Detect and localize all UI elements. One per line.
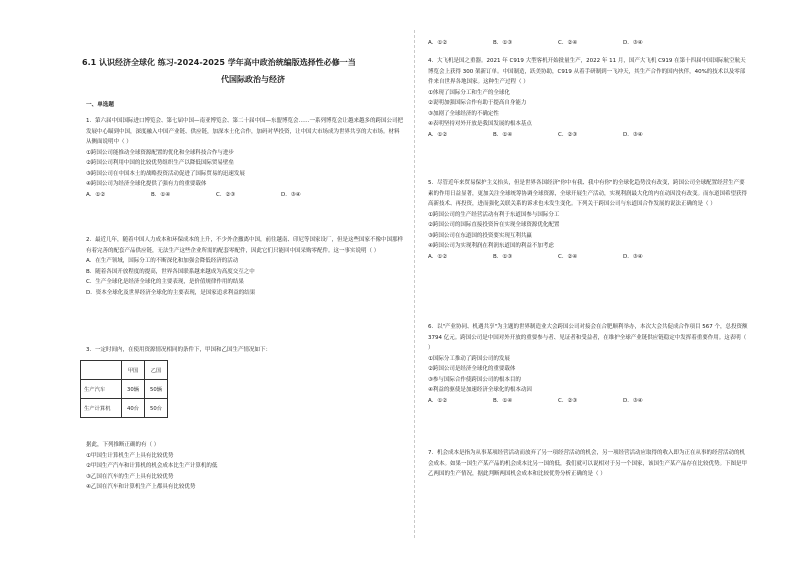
question-6-option: ②跨国公司是经济全球化的重要载体	[428, 366, 516, 372]
question-3-option: ①甲国生计算机生产上具有比较优势	[86, 452, 174, 459]
choice-a: A．①②	[86, 191, 106, 198]
table-cell: 40台	[122, 399, 145, 418]
choice-b: B．①④	[493, 131, 513, 138]
question-2-option: D．资本全球化及世界经济全球化的主要表现，是国家追求利益的结果	[86, 289, 256, 296]
question-3-stem: 3．一定时间内，在使用资源情况相同的条件下，甲国和乙国生产情况如下：	[86, 347, 272, 353]
question-4-option: ③加剧了全球经济的不确定性	[428, 110, 499, 117]
question-1-stem: 1．第六届中国国际进口博览会、第七届中国—南亚博览会、第二十届中国—东盟博览会……一系列博览会让越来越多的跨国公司把发展中心瞄到中国，深度融入中国产业链、供应链，加深本土化合作，加码对华投资，让中国大市场成为世界共享的大市场。材料从侧面说明中（ ）	[86, 118, 404, 145]
question-4-option: ①体现了国际分工和生产的全球化	[428, 89, 510, 96]
choice-b: B．①③	[493, 40, 513, 46]
table-row	[81, 399, 168, 418]
choice-c: C．②④	[558, 253, 578, 260]
question-6-option: ③参与国际合作使跨国公司的根本目的	[428, 376, 521, 383]
production-table	[80, 360, 168, 418]
choice-a: A．①②	[428, 253, 448, 260]
choice-a: A．①②	[428, 40, 448, 46]
question-6-choices	[428, 396, 688, 407]
question-4-option: ②说明加强国际合作有助于提高自身能力	[428, 100, 527, 106]
table-cell: 生产计算机	[81, 399, 122, 418]
table-cell: 生产汽车	[81, 380, 122, 399]
question-2-stem: 2．最近几年，随着中国人力成本和环保成本的上升，不少外企撤离中国，前往越南、印尼等国家设厂，但是这些国家不像中国那样有着完善的配套产品供应链，无法生产这些企业所需的配套零配件，因此它们只能回中国采购零配件。这一事实说明（ ）	[86, 237, 404, 254]
question-4	[428, 56, 748, 140]
choice-b: B．①③	[493, 253, 513, 260]
table-header-cell	[81, 361, 122, 380]
question-3-option: ②甲国生产汽车和计算机的机会成本比生产计算机的低	[86, 463, 218, 469]
choice-d: D．③④	[281, 191, 301, 198]
choice-a: A．①②	[428, 397, 448, 404]
table-row	[81, 380, 168, 399]
question-6-option: ①国际分工推动了跨国公司的发展	[428, 355, 510, 362]
question-5-option: ④跨国公司为实现利润在利润东道国的利益不加考虑	[428, 243, 554, 249]
question-5-stem: 5．尽管近年来贸易保护主义抬头，但是世界各国经济"你中有我、我中有你"的全球化趋势没有改变，跨国公司全球配置经营生产要素的作用日益显著，更加关注全球统筹协调全球资源，全球开展生产活动，实现利润最大化的内在动因没有改变。而东道国希望获得高新技术、再投资，进而强化关联关系的诉求也未发生变化。下列关于跨国公司与东道国合作发展的说法正确的是（ ）	[428, 180, 748, 207]
question-5-option: ①跨国公司的生产经营活动有利于东道国参与国际分工	[428, 211, 560, 218]
choice-a: A．①②	[428, 131, 448, 138]
table-header-cell: 乙国	[145, 361, 168, 380]
question-3-choices	[428, 38, 688, 49]
question-2-option: B．随着各国开放程度的提高，世界各国联系越来越成为高度交互之中	[86, 268, 255, 275]
question-3-after: 据此，下列推断正确的有（ ）	[86, 442, 160, 448]
question-1-option: ③跨国公司在中国本土的战略投资活动促进了国际贸易的迅速发展	[86, 170, 245, 177]
question-1-option: ①跨国公司能推动全球资源配置的优化和全球科技合作与进步	[86, 149, 234, 156]
title-line-2: 代国际政治与经济	[221, 75, 285, 84]
question-1-option: ④跨国公司为经济全球化提供了强有力的重要载体	[86, 181, 207, 187]
choice-c: C．②③	[558, 131, 578, 138]
question-3-option: ④乙国在汽车和计算机生产上都具有比较优势	[86, 484, 196, 490]
question-7-stem: 7．机会成本是指为从事某项经营活动而放弃了另一项经营活动的机会，另一项经营活动应取得的收入即为正在从事的经营活动的机会成本。如果一国生产某产品的机会成本比另一国的低，我们就可以说相对于另一个国家，该国生产某产品存在比较优势。下图是甲乙两国的生产情况，据此判断两国机会成本和比较优势分析正确的是（ ）	[428, 450, 748, 477]
question-6	[428, 322, 748, 406]
section-heading: 一、单选题	[86, 102, 114, 108]
question-4-choices	[428, 130, 688, 141]
question-2-option: A．在生产领域，国际分工的不断深化和加强会降低经济的活动	[86, 258, 239, 264]
title-line-1: 6.1 认识经济全球化 练习-2024-2025 学年高中政治统编版选择性必修一当	[82, 58, 356, 67]
question-3-rest	[86, 440, 404, 493]
question-1-option: ②跨国公司利用中国的比较优势组织生产以降低国际贸易壁垒	[86, 160, 234, 166]
question-6-stem: 6．以"产业协同、机遇共享"为主题的世界制造业大会跨国公司对接会在合肥顺利举办，本次大会共促成合作项目 567 个，总投资额 3794 亿元。跨国公司是中国对外开放的重要参与者、见证者和受益者，在维护全球产业链供应链稳定中发挥着重要作用。这表明（ ）	[428, 324, 748, 351]
choice-d: D．③④	[623, 131, 643, 138]
table-cell: 50辆	[145, 380, 168, 399]
question-2	[86, 235, 404, 298]
question-4-stem: 4．大飞机是国之重器。2021 年 C919 大型客机开始批量生产，2022 年 11 月，国产大飞机 C919 在第十四届中国国际航空航天博览会上获得 300 架新订单。中国制造，跃美协助，C919 从着手研制到一飞冲天，其生产合作的国内伙伴，40%的技术以及零部件来自世界各地国家。这种生产过程（ ）	[428, 58, 746, 85]
table-header-row	[81, 361, 168, 380]
choice-c: C．②③	[558, 397, 578, 404]
question-3-choices-block	[428, 38, 748, 49]
page-title	[82, 54, 410, 88]
question-1	[86, 116, 404, 200]
table-cell: 30辆	[122, 380, 145, 399]
question-5-option: ③跨国公司在东道国的投资要实现互利共赢	[428, 232, 532, 239]
choice-c: C．②④	[558, 40, 578, 46]
question-6-option: ④利益的驱使是加速经济全球化的根本动因	[428, 387, 532, 393]
question-4-option: ④表明坚持对外开放是我国发展的根本基点	[428, 121, 532, 127]
question-3-option: ③乙国在汽车的生产上具有比较优势	[86, 473, 174, 480]
choice-b: B．①④	[151, 191, 171, 198]
question-2-option: C．生产全球化是经济全球化的主要表现，是价值规律作用的结果	[86, 279, 244, 285]
choice-b: B．①④	[493, 397, 513, 404]
question-5-option: ②跨国公司的国际直接投资旨在实现全球资源优化配置	[428, 222, 560, 228]
question-5-choices	[428, 252, 688, 263]
question-7	[428, 448, 748, 480]
question-1-choices	[86, 190, 346, 201]
column-divider	[414, 30, 415, 538]
choice-d: D．③④	[623, 397, 643, 404]
choice-d: D．③④	[623, 40, 643, 46]
choice-d: D．③④	[623, 253, 643, 260]
choice-c: C．②③	[216, 191, 236, 198]
question-5	[428, 178, 748, 262]
table-header-cell: 甲国	[122, 361, 145, 380]
table-cell: 50台	[145, 399, 168, 418]
